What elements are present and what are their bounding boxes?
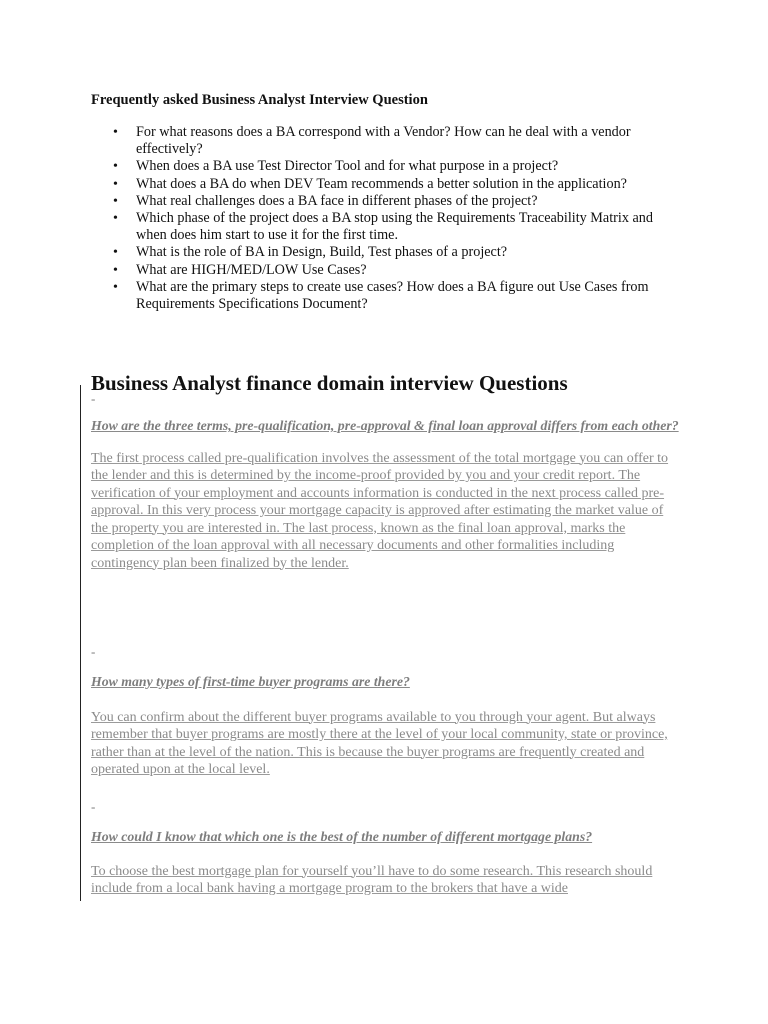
question-link[interactable]: How many types of first-time buyer programs are there? xyxy=(91,674,410,689)
list-item: • What real challenges does a BA face in different phases of the project? xyxy=(91,193,681,210)
list-item: • When does a BA use Test Director Tool and for what purpose in a project? xyxy=(91,158,681,175)
quote-border-line xyxy=(80,385,81,901)
list-item: • For what reasons does a BA correspond with a Vendor? How can he deal with a vendor effectively? xyxy=(91,124,681,158)
qa-block xyxy=(91,392,681,572)
dash-marker: - xyxy=(91,391,96,406)
interview-question-list xyxy=(91,124,681,313)
answer-link[interactable]: The first process called pre-qualification involves the assessment of the total mortgage you can offer to the lender and this is determined by the income-proof provided by you and your credit report. The verification of your employment and accounts information is conducted in the next process called pre-approval. In this very process your mortgage capacity is approved after estimating the market value of the property you are interested in. The last process, known as the final loan approval, marks the completion of the loan approval with all necessary documents and other formalities including contingency plan been finalized by the lender. xyxy=(91,450,669,571)
answer-link[interactable]: You can confirm about the different buyer programs available to you through your agent. But always remember that buyer programs are mostly there at the level of your local community, state or province, rather than at the level of the nation. This is because the buyer programs are frequently created and operated upon at the local level. xyxy=(91,709,668,777)
question-link[interactable]: How are the three terms, pre-qualification, pre-approval & final loan approval differs from each other? xyxy=(91,418,679,433)
list-item: • What are HIGH/MED/LOW Use Cases? xyxy=(91,262,681,279)
qa-block xyxy=(91,800,681,898)
faq-section-title: Frequently asked Business Analyst Interview Question xyxy=(91,92,428,108)
question-link[interactable]: How could I know that which one is the best of the number of different mortgage plans? xyxy=(91,829,593,844)
qa-block xyxy=(91,645,681,779)
list-item: • What is the role of BA in Design, Build, Test phases of a project? xyxy=(91,244,681,261)
dash-marker: - xyxy=(91,644,96,659)
list-item: • Which phase of the project does a BA stop using the Requirements Traceability Matrix and when does him start to use it for the first time. xyxy=(91,210,681,244)
list-item: • What are the primary steps to create use cases? How does a BA figure out Use Cases from Requirements Specifications Document? xyxy=(91,279,681,313)
finance-domain-heading: Business Analyst finance domain interview Questions xyxy=(91,371,568,395)
list-item: • What does a BA do when DEV Team recommends a better solution in the application? xyxy=(91,176,681,193)
dash-marker: - xyxy=(91,799,96,814)
answer-link[interactable]: To choose the best mortgage plan for yourself you’ll have to do some research. This research should include from a local bank having a mortgage program to the brokers that have a wide xyxy=(91,863,653,896)
